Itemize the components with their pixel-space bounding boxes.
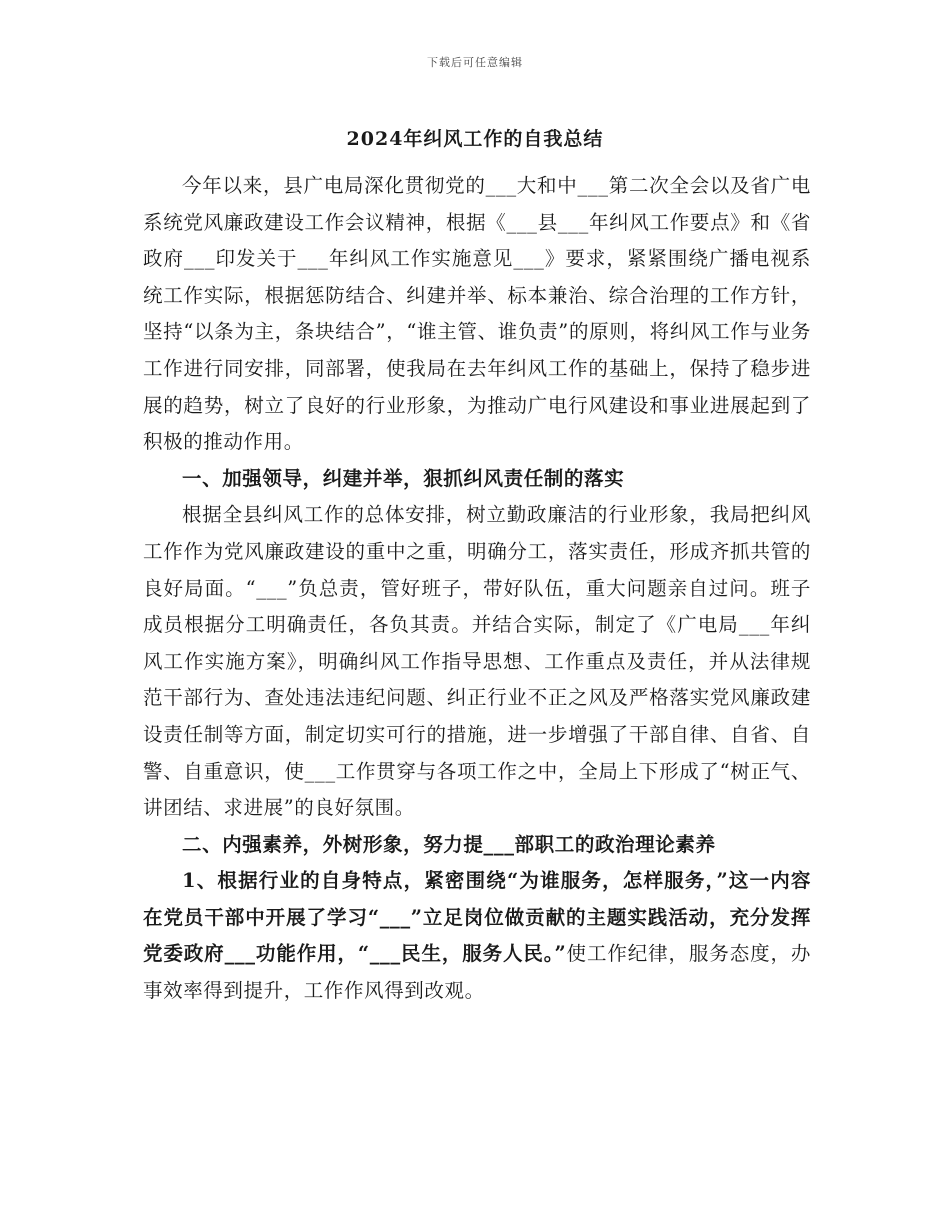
section-heading-1: 一、加强领导，纠建并举，狠抓纠风责任制的落实 [182, 466, 625, 490]
document-body [143, 168, 811, 1010]
section-heading-2: 二、内强素养，外树形象，努力提___部职工的政治理论素养 [182, 832, 716, 856]
document-title: 2024年纠风工作的自我总结 [346, 128, 604, 150]
item-1-bold-text: 1、根据行业的自身特点，紧密围绕“为谁服务，怎样服务，”这一内容在党员干部中开展了学习“___”立足岗位做贡献的主题实践活动，充分发挥党委政府___功能作用，“___民生，服务人民。” [143, 869, 811, 966]
item-1-paragraph [143, 863, 811, 1009]
section-1-paragraph: 根据全县纠风工作的总体安排，树立勤政廉洁的行业形象，我局把纠风工作作为党风廉政建设的重中之重，明确分工，落实责任，形成齐抓共管的良好局面。“___”负总责，管好班子，带好队伍，重大问题亲自过问。班子成员根据分工明确责任，各负其责。并结合实际，制定了《广电局___年纠风工作实施方案》，明确纠风工作指导思想、工作重点及责任，并从法律规范干部行为、查处违法违纪问题、纠正行业不正之风及严格落实党风廉政建设责任制等方面，制定切实可行的措施，进一步增强了干部自律、自省、自警、自重意识，使___工作贯穿与各项工作之中，全局上下形成了“树正气、讲团结、求进展”的良好氛围。 [143, 503, 811, 820]
intro-paragraph: 今年以来，县广电局深化贯彻党的___大和中___第二次全会以及省广电系统党风廉政建设工作会议精神，根据《___县___年纠风工作要点》和《省政府___印发关于___年纠风工作实施意见___》要求，紧紧围绕广播电视系统工作实际，根据惩防结合、纠建并举、标本兼治、综合治理的工作方针，坚持“以条为主，条块结合”，“谁主管、谁负责”的原则，将纠风工作与业务工作进行同安排，同部署，使我局在去年纠风工作的基础上，保持了稳步进展的趋势，树立了良好的行业形象，为推动广电行风建设和事业进展起到了积极的推动作用。 [143, 174, 811, 454]
header-note: 下载后可任意编辑 [427, 56, 523, 69]
item-1-normal-text: 使工作纪律，服务态度，办事效率得到提升，工作作风得到改观。 [143, 942, 811, 1003]
